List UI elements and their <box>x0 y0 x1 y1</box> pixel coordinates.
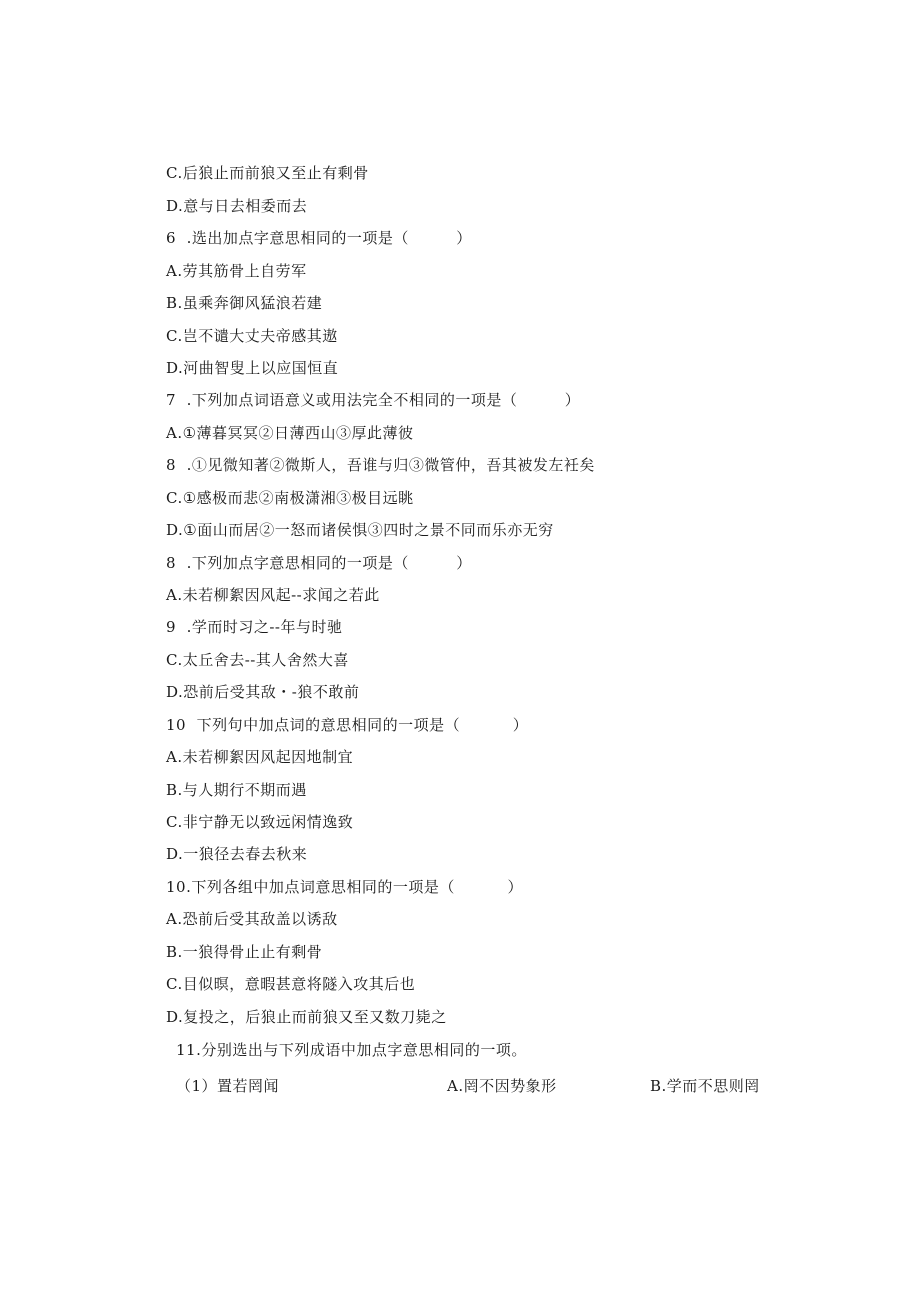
question-6: 6 .选出加点字意思相同的一项是（ ） <box>166 229 472 247</box>
text-line: A.未若柳絮因风起--求闻之若此 <box>166 586 380 604</box>
text-line: A.恐前后受其敌盖以诱敌 <box>166 910 338 928</box>
text-line: C.非宁静无以致远闲情逸致 <box>166 813 354 831</box>
text-line: C.岂不谴大丈夫帝感其遨 <box>166 327 338 345</box>
text-line: D.复投之，后狼止而前狼又至又数刀毙之 <box>166 1008 447 1026</box>
text-line: A.劳其筋骨上自劳军 <box>166 262 307 280</box>
text-line: 9 .学而时习之--年与时驰 <box>166 618 343 636</box>
text-line: 8 .①见微知著②微斯人，吾谁与归③微管仲，吾其被发左衽矣 <box>166 456 595 474</box>
question-11-item-1 <box>176 1076 776 1096</box>
idiom-text: （1）置若罔闻 <box>176 1077 280 1095</box>
text-line: C.太丘舍去--其人舍然大喜 <box>166 651 349 669</box>
text-line: D.意与日去相委而去 <box>166 197 308 215</box>
question-10b: 10.下列各组中加点词意思相同的一项是（ ） <box>166 878 524 896</box>
text-line: C.后狼止而前狼又至止有剩骨 <box>166 164 369 182</box>
question-7: 7 .下列加点词语意义或用法完全不相同的一项是（ ） <box>166 391 581 409</box>
question-10: 10 下列句中加点词的意思相同的一项是（ ） <box>166 716 529 734</box>
text-line: A.未若柳絮因风起因地制宜 <box>166 748 354 766</box>
text-line: D.一狼径去春去秋来 <box>166 845 308 863</box>
text-line: A.①薄暮冥冥②日薄西山③厚此薄彼 <box>166 424 414 442</box>
text-line: B.一狼得骨止止有剩骨 <box>166 943 323 961</box>
text-line: C.目似暝，意暇甚意将隧入攻其后也 <box>166 975 416 993</box>
question-11: 11.分别选出与下列成语中加点字意思相同的一项。 <box>176 1041 527 1059</box>
option-a: A.罔不因势象形 <box>447 1077 557 1095</box>
text-line: D.河曲智叟上以应国恒直 <box>166 359 339 377</box>
text-line: D.恐前后受其敌・-狼不敢前 <box>166 683 360 701</box>
text-line: D.①面山而居②一怒而诸侯惧③四时之景不同而乐亦无穷 <box>166 521 554 539</box>
option-b: B.学而不思则罔 <box>650 1077 760 1095</box>
text-line: B.与人期行不期而遇 <box>166 781 307 799</box>
question-8: 8 .下列加点字意思相同的一项是（ ） <box>166 554 472 572</box>
text-line: C.①感极而悲②南极潇湘③极目远眺 <box>166 489 414 507</box>
text-line: B.虽乘奔御风猛浪若建 <box>166 294 323 312</box>
